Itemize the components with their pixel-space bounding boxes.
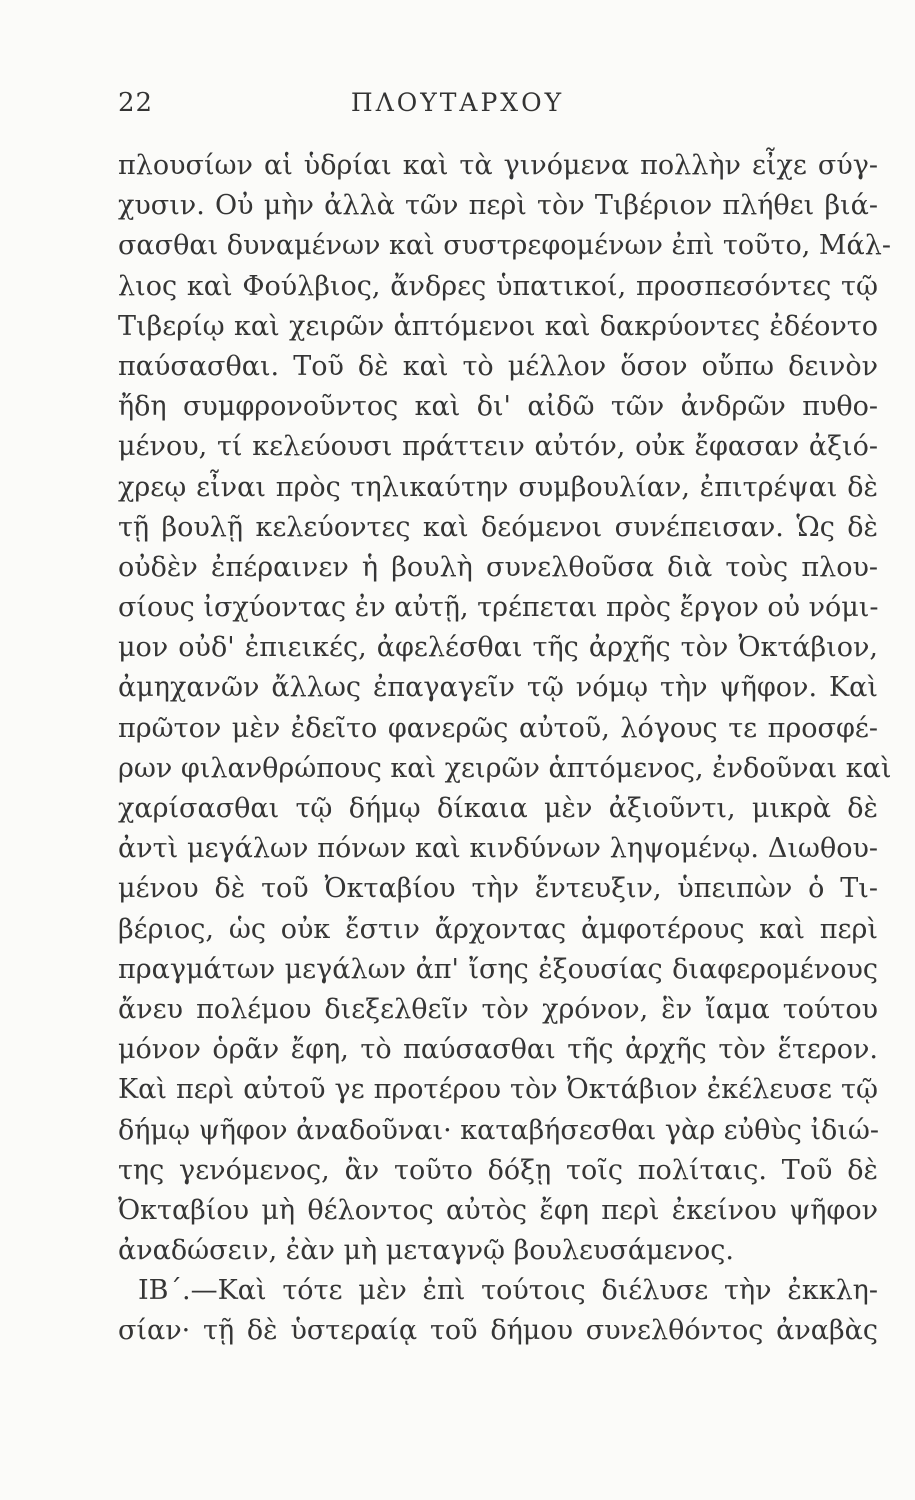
text-line: χρεῳ εἶναι πρὸς τηλικαύτην συμβουλίαν, ἐπιτρέψαι δὲ [118, 471, 878, 503]
text-line: της γενόμενος, ἂν τοῦτο δόξῃ τοῖς πολίταις. Τοῦ δὲ [118, 1154, 878, 1186]
text-line: μένου δὲ τοῦ Ὀκταβίου τὴν ἔντευξιν, ὑπειπὼν ὁ Τι- [118, 873, 878, 905]
text-line: πραγμάτων μεγάλων ἀπ' ἴσης ἐξουσίας διαφερομένους [118, 953, 878, 985]
text-line: σίαν· τῇ δὲ ὑστεραίᾳ τοῦ δήμου συνελθόντος ἀναβὰς [118, 1315, 878, 1347]
text-line: χαρίσασθαι τῷ δήμῳ δίκαια μὲν ἀξιοῦντι, μικρὰ δὲ [118, 793, 878, 824]
text-line: ρων φιλανθρώπους καὶ χειρῶν ἁπτόμενος, ἐνδοῦναι καὶ [118, 752, 892, 784]
text-line: λιος καὶ Φούλβιος, ἄνδρες ὑπατικοί, προσπεσόντες τῷ [118, 270, 878, 302]
text-line: ἀμηχανῶν ἄλλως ἐπαγαγεῖν τῷ νόμῳ τὴν ψῆφον. Καὶ [118, 672, 878, 704]
text-line: Τιβερίῳ καὶ χειρῶν ἁπτόμενοι καὶ δακρύοντες ἐδέοντο [118, 310, 878, 342]
page-header [0, 88, 915, 128]
text-line: δήμῳ ψῆφον ἀναδοῦναι· καταβήσεσθαι γὰρ εὐθὺς ἰδιώ- [118, 1114, 880, 1146]
text-line: σασθαι δυναμένων καὶ συστρεφομένων ἐπὶ τοῦτο, Μάλ- [118, 230, 891, 262]
text-line: ἀναδώσειν, ἐὰν μὴ μεταγνῷ βουλευσάμενος. [118, 1235, 734, 1267]
text-line: πρῶτον μὲν ἐδεῖτο φανερῶς αὐτοῦ, λόγους τε προσφέ- [118, 712, 878, 744]
text-line: Καὶ περὶ αὐτοῦ γε προτέρου τὸν Ὀκτάβιον ἐκέλευσε τῷ [118, 1074, 878, 1106]
text-line: οὐδὲν ἐπέραινεν ἡ βουλὴ συνελθοῦσα διὰ τοὺς πλου- [118, 551, 878, 583]
running-title: ΠΛΟΥΤΑΡΧΟΥ [350, 88, 565, 117]
text-line: τῇ βουλῇ κελεύοντες καὶ δεόμενοι συνέπεισαν. Ὡς δὲ [118, 511, 878, 543]
text-line: ἀντὶ μεγάλων πόνων καὶ κινδύνων ληψομένῳ. Διωθου- [118, 833, 878, 865]
text-line: ἤδη συμφρονοῦντος καὶ δι' αἰδῶ τῶν ἀνδρῶν πυθο- [118, 391, 878, 423]
text-line: βέριος, ὡς οὐκ ἔστιν ἄρχοντας ἀμφοτέρους καὶ περὶ [118, 913, 878, 945]
page-number: 22 [118, 88, 154, 118]
text-line: μόνον ὁρᾶν ἔφη, τὸ παύσασθαι τῆς ἀρχῆς τὸν ἕτερον. [118, 1034, 878, 1066]
text-line: Ὀκταβίου μὴ θέλοντος αὐτὸς ἔφη περὶ ἐκείνου ψῆφον [118, 1194, 878, 1226]
body-text [118, 146, 892, 1352]
text-line: μον οὐδ' ἐπιεικές, ἀφελέσθαι τῆς ἀρχῆς τὸν Ὀκτάβιον, [118, 632, 878, 664]
text-line: χυσιν. Οὐ μὴν ἀλλὰ τῶν περὶ τὸν Τιβέριον πλήθει βιά- [118, 190, 878, 222]
text-line: μένου, τί κελεύουσι πράττειν αὐτόν, οὐκ ἔφασαν ἀξιό- [118, 431, 878, 463]
text-line: ἄνευ πολέμου διεξελθεῖν τὸν χρόνον, ἓν ἴαμα τούτου [118, 993, 878, 1025]
text-line: σίους ἰσχύοντας ἐν αὐτῇ, τρέπεται πρὸς ἔργον οὐ νόμι- [118, 592, 879, 624]
text-line: παύσασθαι. Τοῦ δὲ καὶ τὸ μέλλον ὅσον οὔπω δεινὸν [118, 350, 878, 382]
text-line: πλουσίων αἱ ὑδρίαι καὶ τὰ γινόμενα πολλὴν εἶχε σύγ- [118, 150, 878, 181]
text-line: ΙΒ΄.—Καὶ τότε μὲν ἐπὶ τούτοις διέλυσε τὴν ἐκκλη- [138, 1275, 878, 1307]
